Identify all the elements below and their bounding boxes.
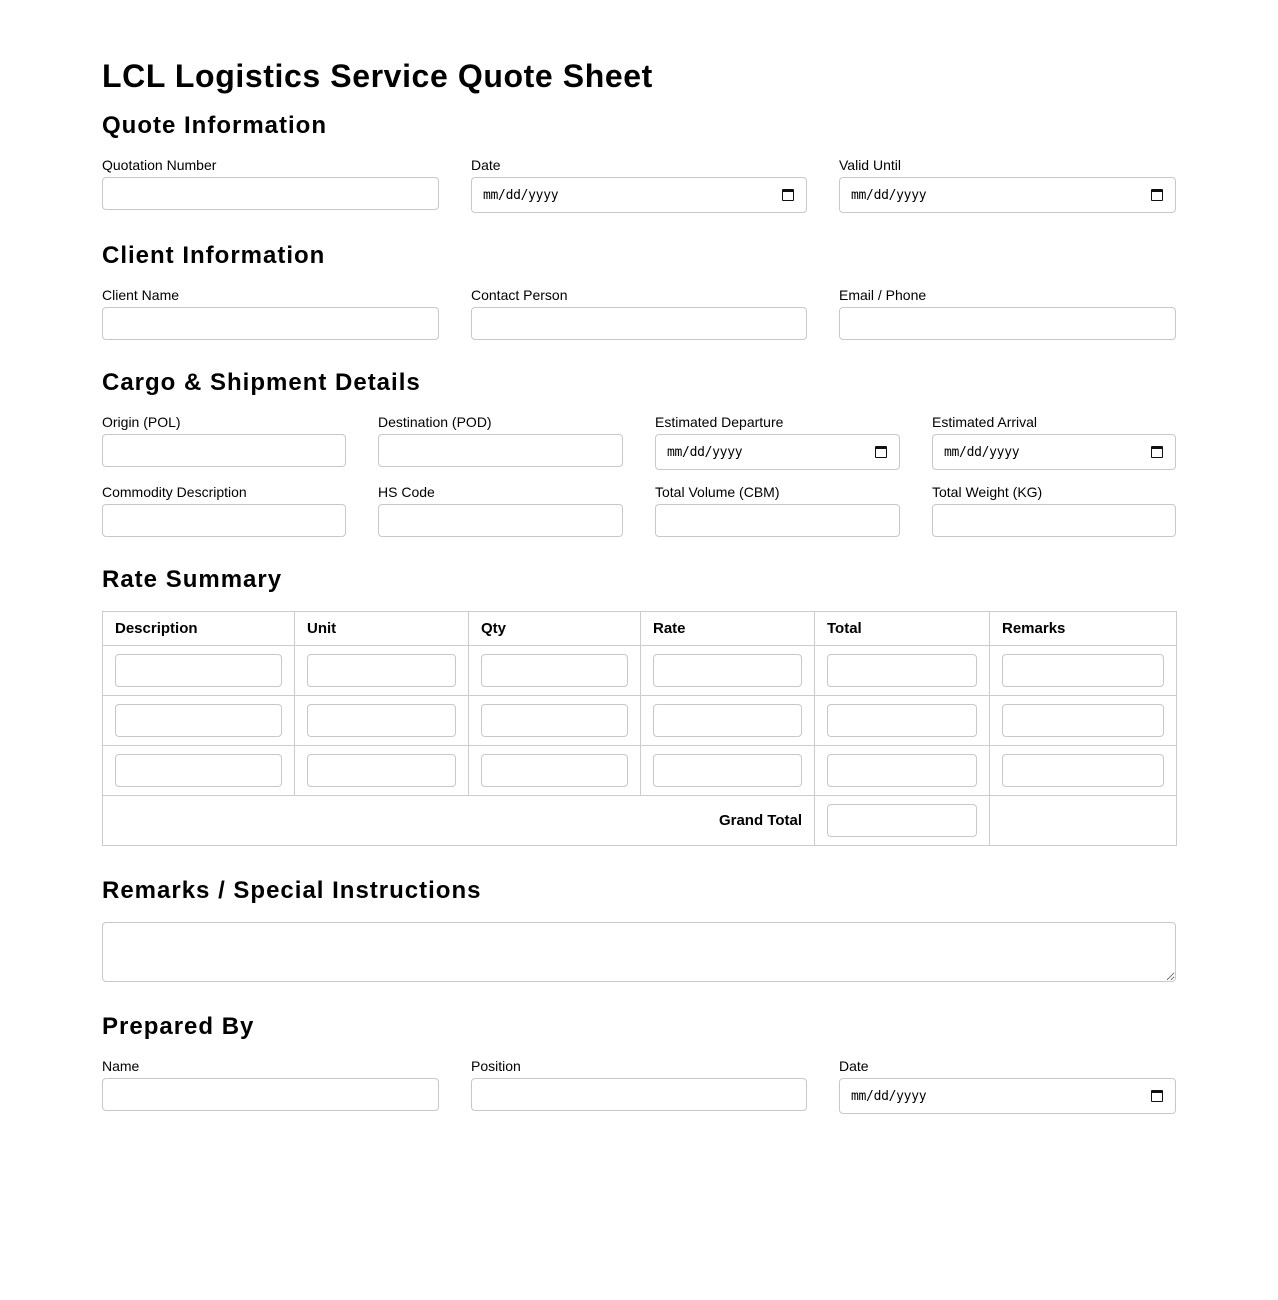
table-row (103, 646, 1177, 696)
commodity-description-field (102, 484, 346, 537)
cell-rate (641, 696, 815, 746)
prepared-by-date-field (839, 1058, 1176, 1114)
cell-rate (641, 646, 815, 696)
grand-total-input[interactable] (827, 804, 977, 837)
valid-until-input[interactable] (839, 177, 1176, 213)
rate-summary-heading-wrap (102, 566, 1176, 594)
quote-date-input[interactable] (471, 177, 807, 213)
cell-qty (469, 746, 641, 796)
contact-person-input[interactable] (471, 307, 807, 340)
section-heading-quote-information: Quote Information (102, 112, 327, 139)
estimated-arrival-label: Estimated Arrival (932, 414, 1038, 430)
prepared-by-name-label: Name (102, 1058, 140, 1074)
remarks-input[interactable] (1002, 704, 1164, 737)
column-header-total: Total (815, 612, 990, 646)
origin-pol-input[interactable] (102, 434, 346, 467)
contact-person-field (471, 287, 807, 340)
valid-until-label: Valid Until (839, 157, 901, 173)
total-input[interactable] (827, 654, 977, 687)
column-header-remarks: Remarks (990, 612, 1177, 646)
cell-total (815, 746, 990, 796)
estimated-arrival-input[interactable] (932, 434, 1176, 470)
section-heading-cargo-shipment: Cargo & Shipment Details (102, 369, 421, 396)
remarks-textarea[interactable] (102, 922, 1176, 982)
rate-summary-table (102, 611, 1177, 846)
cell-description (103, 696, 295, 746)
section-heading-rate-summary: Rate Summary (102, 566, 283, 593)
hs-code-label: HS Code (378, 484, 435, 500)
estimated-departure-input[interactable] (655, 434, 900, 470)
estimated-departure-field (655, 414, 900, 470)
prepared-by-position-input[interactable] (471, 1078, 807, 1111)
cell-empty (990, 796, 1177, 846)
cell-description (103, 746, 295, 796)
total-volume-input[interactable] (655, 504, 900, 537)
rate-input[interactable] (653, 754, 802, 787)
column-header-qty: Qty (469, 612, 641, 646)
table-header-row (103, 612, 1177, 646)
cell-total (815, 696, 990, 746)
client-name-field (102, 287, 439, 340)
origin-pol-label: Origin (POL) (102, 414, 181, 430)
prepared-by-name-field (102, 1058, 439, 1111)
remarks-section (102, 877, 1176, 905)
client-name-input[interactable] (102, 307, 439, 340)
date-placeholder: mm/dd/yyyy (851, 1088, 927, 1104)
commodity-description-input[interactable] (102, 504, 346, 537)
cell-qty (469, 646, 641, 696)
hs-code-field (378, 484, 623, 537)
qty-input[interactable] (481, 654, 628, 687)
unit-input[interactable] (307, 754, 456, 787)
qty-input[interactable] (481, 704, 628, 737)
prepared-by-name-input[interactable] (102, 1078, 439, 1111)
client-name-label: Client Name (102, 287, 180, 303)
destination-pod-input[interactable] (378, 434, 623, 467)
cargo-shipment-section (102, 369, 1176, 500)
column-header-description: Description (103, 612, 295, 646)
total-weight-label: Total Weight (KG) (932, 484, 1043, 500)
calendar-icon[interactable] (1151, 189, 1163, 201)
total-weight-input[interactable] (932, 504, 1176, 537)
calendar-icon[interactable] (875, 446, 887, 458)
prepared-by-position-label: Position (471, 1058, 521, 1074)
description-input[interactable] (115, 704, 282, 737)
unit-input[interactable] (307, 704, 456, 737)
commodity-description-label: Commodity Description (102, 484, 247, 500)
rate-input[interactable] (653, 654, 802, 687)
description-input[interactable] (115, 654, 282, 687)
date-placeholder: mm/dd/yyyy (667, 444, 743, 460)
section-heading-remarks: Remarks / Special Instructions (102, 877, 482, 904)
valid-until-field (839, 157, 1176, 213)
section-heading-prepared-by: Prepared By (102, 1013, 255, 1040)
cell-unit (295, 746, 469, 796)
date-placeholder: mm/dd/yyyy (483, 187, 559, 203)
email-phone-input[interactable] (839, 307, 1176, 340)
hs-code-input[interactable] (378, 504, 623, 537)
table-row (103, 696, 1177, 746)
grand-total-row (103, 796, 1177, 846)
cell-grand-total (815, 796, 990, 846)
total-input[interactable] (827, 704, 977, 737)
cell-description (103, 646, 295, 696)
estimated-departure-label: Estimated Departure (655, 414, 784, 430)
quotation-number-input[interactable] (102, 177, 439, 210)
section-heading-client-information: Client Information (102, 242, 326, 269)
estimated-arrival-field (932, 414, 1176, 470)
cell-remarks (990, 696, 1177, 746)
cell-total (815, 646, 990, 696)
contact-person-label: Contact Person (471, 287, 568, 303)
quotation-number-label: Quotation Number (102, 157, 217, 173)
total-volume-field (655, 484, 900, 537)
quote-information-section (102, 112, 1176, 203)
remarks-input[interactable] (1002, 654, 1164, 687)
email-phone-label: Email / Phone (839, 287, 927, 303)
prepared-by-section (102, 1013, 1176, 1104)
cell-unit (295, 696, 469, 746)
prepared-by-date-label: Date (839, 1058, 869, 1074)
description-input[interactable] (115, 754, 282, 787)
date-placeholder: mm/dd/yyyy (944, 444, 1020, 460)
unit-input[interactable] (307, 654, 456, 687)
column-header-unit: Unit (295, 612, 469, 646)
cell-remarks (990, 746, 1177, 796)
client-information-section (102, 242, 1176, 303)
calendar-icon[interactable] (1151, 1090, 1163, 1102)
column-header-rate: Rate (641, 612, 815, 646)
cell-unit (295, 646, 469, 696)
grand-total-label: Grand Total (103, 796, 815, 846)
quote-date-field (471, 157, 807, 213)
quote-date-label: Date (471, 157, 501, 173)
total-weight-field (932, 484, 1176, 537)
cell-rate (641, 746, 815, 796)
origin-pol-field (102, 414, 346, 467)
quotation-number-field (102, 157, 439, 210)
email-phone-field (839, 287, 1176, 340)
prepared-by-position-field (471, 1058, 807, 1111)
qty-input[interactable] (481, 754, 628, 787)
calendar-icon[interactable] (1151, 446, 1163, 458)
total-input[interactable] (827, 754, 977, 787)
destination-pod-field (378, 414, 623, 467)
remarks-input[interactable] (1002, 754, 1164, 787)
cell-remarks (990, 646, 1177, 696)
prepared-by-date-input[interactable] (839, 1078, 1176, 1114)
cell-qty (469, 696, 641, 746)
table-row (103, 746, 1177, 796)
date-placeholder: mm/dd/yyyy (851, 187, 927, 203)
rate-input[interactable] (653, 704, 802, 737)
calendar-icon[interactable] (782, 189, 794, 201)
page-title: LCL Logistics Service Quote Sheet (102, 58, 653, 94)
total-volume-label: Total Volume (CBM) (655, 484, 780, 500)
destination-pod-label: Destination (POD) (378, 414, 492, 430)
